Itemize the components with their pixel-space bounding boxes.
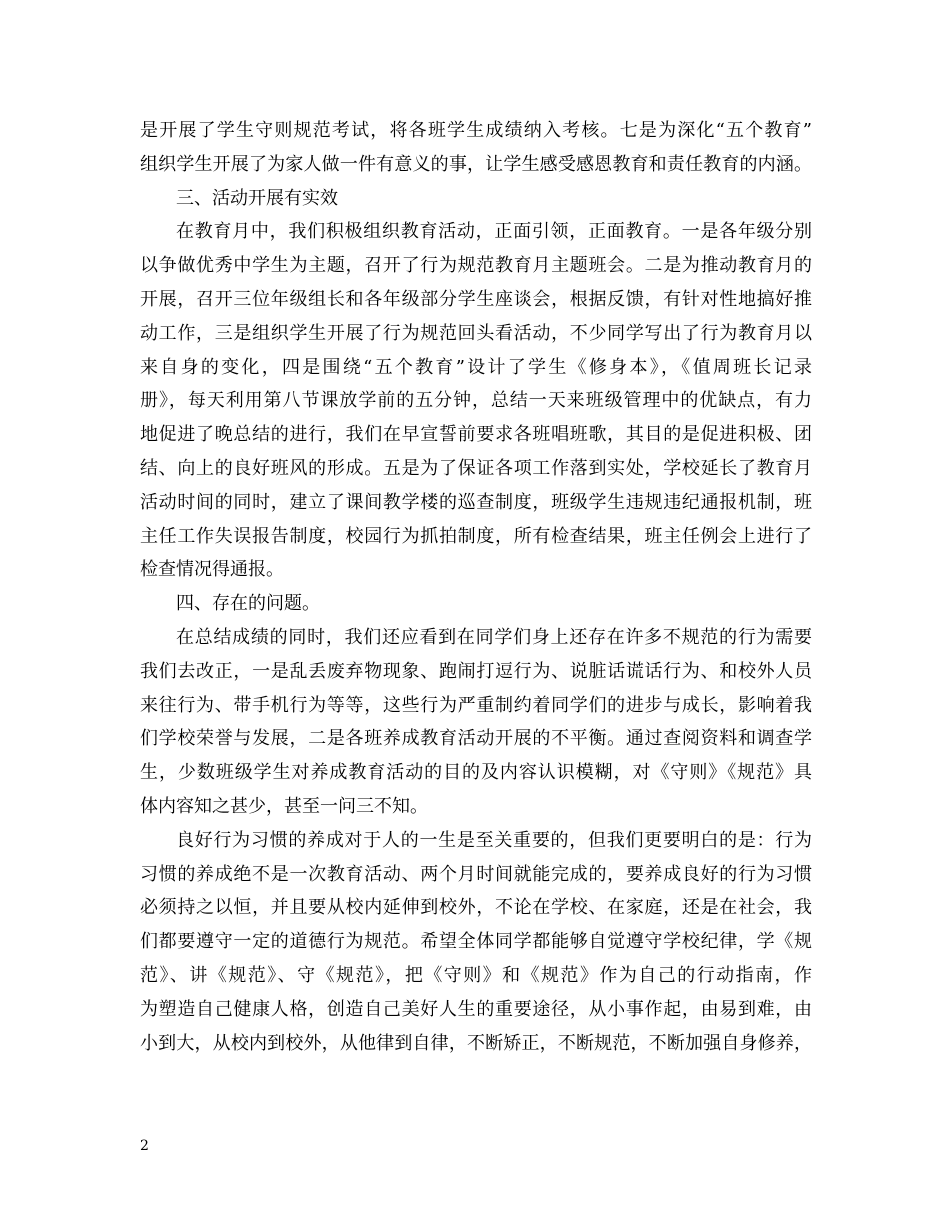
text-line: 来自身的变化，四是围绕“五个教育”设计了学生《修身本》，《值周班长记录 xyxy=(140,356,812,378)
text-line: 们都要遵守一定的道德行为规范。希望全体同学都能够自觉遵守学校纪律，学《规 xyxy=(140,931,812,953)
document-body xyxy=(140,114,812,1060)
text-line: 在教育月中，我们积极组织教育活动，正面引领，正面教育。一是各年级分别 xyxy=(176,221,812,243)
text-line: 活动时间的同时，建立了课间教学楼的巡查制度，班级学生违规违纪通报机制，班 xyxy=(140,491,812,513)
text-line: 小到大，从校内到校外，从他律到自律，不断矫正，不断规范，不断加强自身修养， xyxy=(140,1032,812,1054)
text-line: 动工作，三是组织学生开展了行为规范回头看活动，不少同学写出了行为教育月以 xyxy=(140,322,812,344)
text-line: 以争做优秀中学生为主题，召开了行为规范教育月主题班会。二是为推动教育月的 xyxy=(140,255,812,277)
text-line: 习惯的养成绝不是一次教育活动、两个月时间就能完成的，要养成良好的行为习惯 xyxy=(140,863,812,885)
text-line: 主任工作失误报告制度，校园行为抓拍制度，所有检查结果，班主任例会上进行了 xyxy=(140,525,812,547)
text-line: 检查情况得通报。 xyxy=(140,559,284,581)
text-line: 组织学生开展了为家人做一件有意义的事，让学生感受感恩教育和责任教育的内涵。 xyxy=(140,153,812,175)
text-line: 生，少数班级学生对养成教育活动的目的及内容认识模糊，对《守则》《规范》具 xyxy=(140,762,812,784)
text-line: 结、向上的良好班风的形成。五是为了保证各项工作落到实处，学校延长了教育月 xyxy=(140,457,812,479)
text-line: 必须持之以恒，并且要从校内延伸到校外，不论在学校、在家庭，还是在社会，我 xyxy=(140,897,812,919)
text-line: 我们去改正，一是乱丢废弃物现象、跑闹打逗行为、说脏话谎话行为、和校外人员 xyxy=(140,660,812,682)
text-line: 在总结成绩的同时，我们还应看到在同学们身上还存在许多不规范的行为需要 xyxy=(176,626,812,648)
text-line: 们学校荣誉与发展，二是各班养成教育活动开展的不平衡。通过查阅资料和调查学 xyxy=(140,728,812,750)
text-line: 地促进了晚总结的进行，我们在早宣誓前要求各班唱班歌，其目的是促进积极、团 xyxy=(140,424,812,446)
text-line: 开展，召开三位年级组长和各年级部分学生座谈会，根据反馈，有针对性地搞好推 xyxy=(140,288,812,310)
text-line: 良好行为习惯的养成对于人的一生是至关重要的，但我们更要明白的是：行为 xyxy=(176,829,812,851)
text-line: 四、存在的问题。 xyxy=(176,593,320,615)
text-line: 是开展了学生守则规范考试，将各班学生成绩纳入考核。七是为深化“五个教育” xyxy=(140,120,812,141)
page-number: 2 xyxy=(140,1138,149,1154)
text-line: 为塑造自己健康人格，创造自己美好人生的重要途径，从小事作起，由易到难，由 xyxy=(140,998,812,1020)
text-line: 册》，每天利用第八节课放学前的五分钟，总结一天来班级管理中的优缺点，有力 xyxy=(140,390,812,412)
text-line: 范》、讲《规范》、守《规范》，把《守则》和《规范》作为自己的行动指南，作 xyxy=(140,964,812,986)
text-line: 三、活动开展有实效 xyxy=(176,187,338,209)
text-line: 来往行为、带手机行为等等，这些行为严重制约着同学们的进步与成长，影响着我 xyxy=(140,694,812,716)
text-line: 体内容知之甚少，甚至一问三不知。 xyxy=(140,795,428,817)
